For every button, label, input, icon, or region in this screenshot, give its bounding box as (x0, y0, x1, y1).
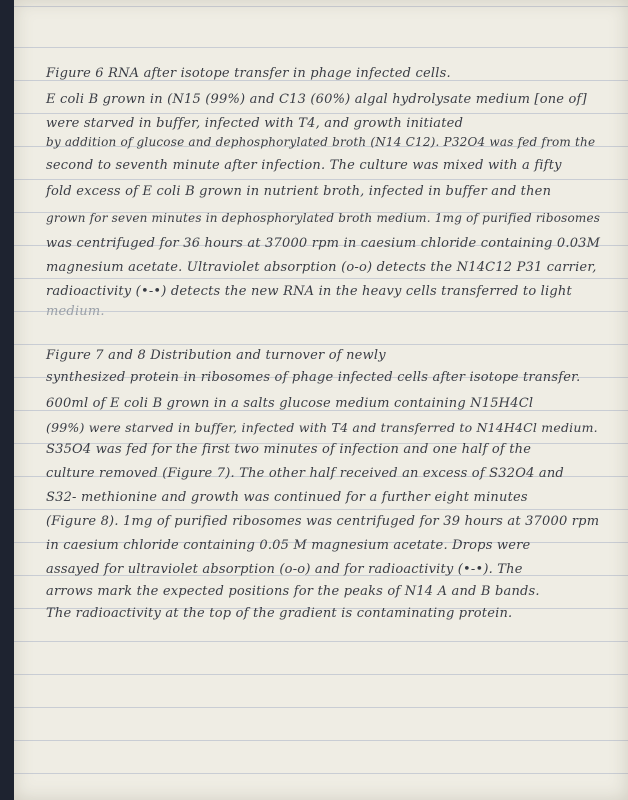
figure78-line-8: (Figure 8). 1mg of purified ribosomes was centrifuged for 39 hours at 37000 rpm (46, 514, 600, 529)
figure78-line-7: S32- methionine and growth was continued for a further eight minutes (46, 490, 528, 505)
figure6-line-1: Figure 6 RNA after isotope transfer in phage infected cells. (46, 66, 451, 81)
figure6-line-2: E coli B grown in (N15 (99%) and C13 (60%) algal hydrolysate medium [one of] (46, 92, 587, 107)
figure6-line-10: radioactivity (•-•) detects the new RNA in the heavy cells transferred to light (46, 284, 572, 299)
figure78-line-9: in caesium chloride containing 0.05 M magnesium acetate. Drops were (46, 538, 531, 553)
figure6-line-8: was centrifuged for 36 hours at 37000 rpm in caesium chloride containing 0.03M (46, 236, 601, 251)
figure6-line-5: second to seventh minute after infection. The culture was mixed with a fifty (46, 158, 562, 173)
figure78-line-4: (99%) were starved in buffer, infected with T4 and transferred to N14H4Cl medium. (46, 420, 598, 435)
figure78-line-2: synthesized protein in ribosomes of phage infected cells after isotope transfer. (46, 370, 581, 385)
figure78-line-10: assayed for ultraviolet absorption (o-o) and for radioactivity (•-•). The (46, 562, 523, 577)
figure6-line-6: fold excess of E coli B grown in nutrient broth, infected in buffer and then (46, 184, 552, 199)
figure6-line-9: magnesium acetate. Ultraviolet absorption (o-o) detects the N14C12 P31 carrier, (46, 260, 597, 275)
figure6-line-3: were starved in buffer, infected with T4, and growth initiated (46, 116, 464, 131)
figure78-line-3: 600ml of E coli B grown in a salts glucose medium containing N15H4Cl (46, 396, 534, 411)
figure78-line-12: The radioactivity at the top of the gradient is contaminating protein. (46, 606, 513, 621)
figure78-line-6: culture removed (Figure 7). The other half received an excess of S32O4 and (46, 466, 564, 481)
figure6-line-4: by addition of glucose and dephosphorylated broth (N14 C12). P32O4 was fed from the (46, 135, 596, 149)
figure78-line-1: Figure 7 and 8 Distribution and turnover of newly (46, 348, 386, 363)
figure78-line-11: arrows mark the expected positions for the peaks of N14 A and B bands. (46, 584, 540, 599)
figure78-line-5: S35O4 was fed for the first two minutes of infection and one half of the (46, 442, 532, 457)
figure6-line-7: grown for seven minutes in dephosphorylated broth medium. 1mg of purified ribosomes (46, 211, 601, 225)
figure6-line-11: medium. (46, 304, 105, 319)
notebook-page (14, 0, 628, 800)
